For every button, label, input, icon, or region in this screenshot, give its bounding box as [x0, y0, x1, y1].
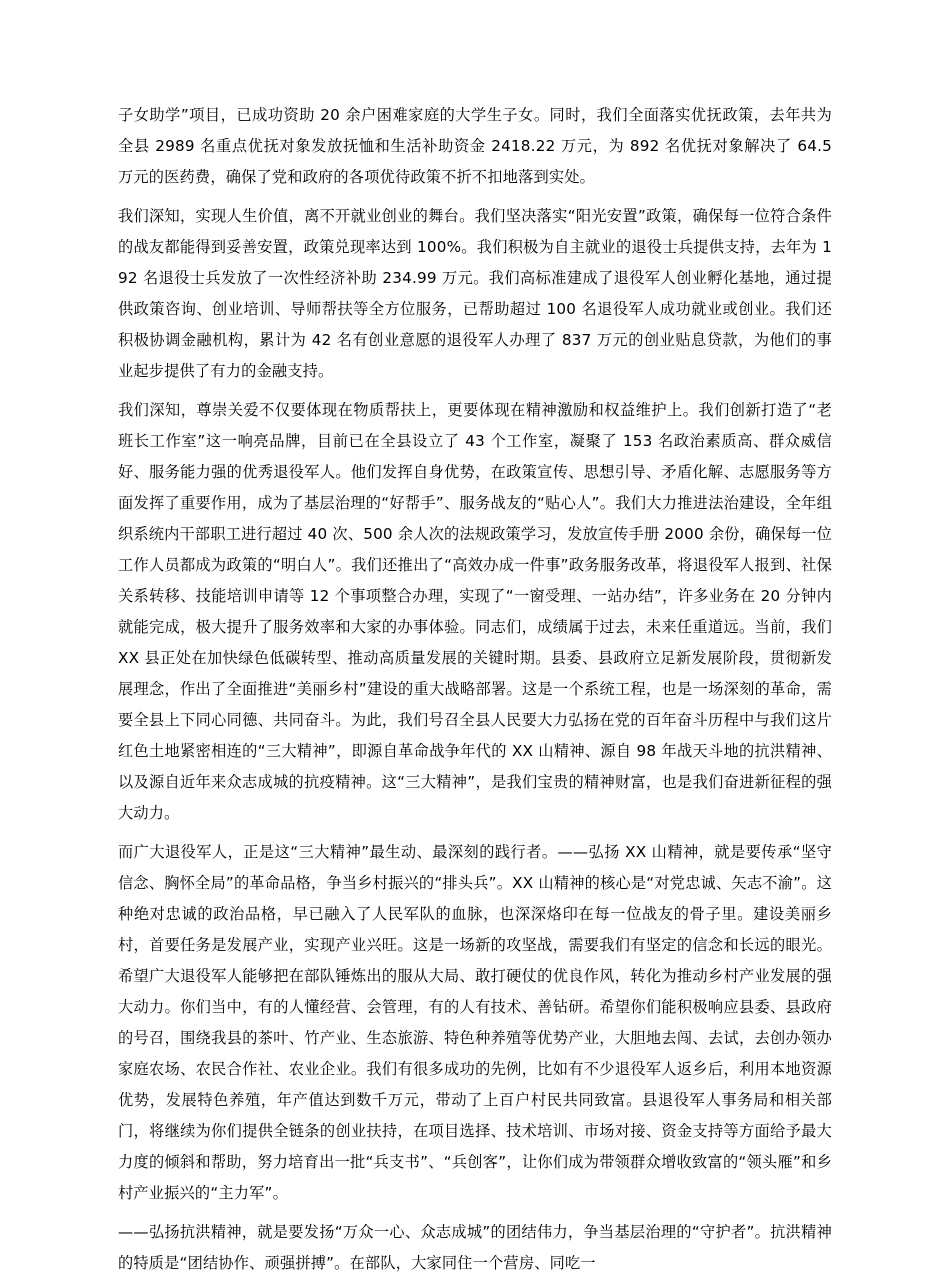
paragraph: 子女助学”项目，已成功资助 20 余户困难家庭的大学生子女。同时，我们全面落实优抚政策，去年共为全县 2989 名重点优抚对象发放抚恤和生活补助资金 2418.22 万元，为 892 名优抚对象解决了 64.5 万元的医药费，确保了党和政府的各项优待政策不折不扣地落到实处。: [118, 106, 832, 186]
paragraph: 我们深知，尊崇关爱不仅要体现在物质帮扶上，更要体现在精神激励和权益维护上。我们创新打造了“老班长工作室”这一响亮品牌，目前已在全县设立了 43 个工作室，凝聚了 153 名政治素质高、群众威信好、服务能力强的优秀退役军人。他们发挥自身优势，在政策宣传、思想引导、矛盾化解、志愿服务等方面发挥了重要作用，成为了基层治理的“好帮手”、服务战友的“贴心人”。我们大力推进法治建设，全年组织系统内干部职工进行超过 40 次、500 余人次的法规政策学习，发放宣传手册 2000 余份，确保每一位工作人员都成为政策的“明白人”。我们还推出了“高效办成一件事”政务服务改革，将退役军人报到、社保关系转移、技能培训申请等 12 个事项整合办理，实现了“一窗受理、一站办结”，许多业务在 20 分钟内就能完成，极大提升了服务效率和大家的办事体验。同志们，成绩属于过去，未来任重道远。当前，我们 XX 县正处在加快绿色低碳转型、推动高质量发展的关键时期。县委、县政府立足新发展阶段，贯彻新发展理念，作出了全面推进“美丽乡村”建设的重大战略部署。这是一个系统工程，也是一场深刻的革命，需要全县上下同心同德、共同奋斗。为此，我们号召全县人民要大力弘扬在党的百年奋斗历程中与我们这片红色土地紧密相连的“三大精神”，即源自革命战争年代的 XX 山精神、源自 98 年战天斗地的抗洪精神、以及源自近年来众志成城的抗疫精神。这“三大精神”，是我们宝贵的精神财富，也是我们奋进新征程的强大动力。: [118, 401, 833, 822]
document-body: [118, 100, 832, 1279]
paragraph: 而广大退役军人，正是这“三大精神”最生动、最深刻的践行者。——弘扬 XX 山精神，就是要传承“坚守信念、胸怀全局”的革命品格，争当乡村振兴的“排头兵”。XX 山精神的核心是“对党忠诚、矢志不渝”。这种绝对忠诚的政治品格，早已融入了人民军队的血脉，也深深烙印在每一位战友的骨子里。建设美丽乡村，首要任务是发展产业，实现产业兴旺。这是一场新的攻坚战，需要我们有坚定的信念和长远的眼光。希望广大退役军人能够把在部队锤炼出的服从大局、敢打硬仗的优良作风，转化为推动乡村产业发展的强大动力。你们当中，有的人懂经营、会管理，有的人有技术、善钻研。希望你们能积极响应县委、县政府的号召，围绕我县的茶叶、竹产业、生态旅游、特色种养殖等优势产业，大胆地去闯、去试，去创办领办家庭农场、农民合作社、农业企业。我们有很多成功的先例，比如有不少退役军人返乡后，利用本地资源优势，发展特色养殖，年产值达到数千万元，带动了上百户村民共同致富。县退役军人事务局和相关部门，将继续为你们提供全链条的创业扶持，在项目选择、技术培训、市场对接、资金支持等方面给予最大力度的倾斜和帮助，努力培育出一批“兵支书”、“兵创客”，让你们成为带领群众增收致富的“领头雁”和乡村产业振兴的“主力军”。: [118, 843, 832, 1202]
paragraph: 我们深知，实现人生价值，离不开就业创业的舞台。我们坚决落实“阳光安置”政策，确保每一位符合条件的战友都能得到妥善安置，政策兑现率达到 100%。我们积极为自主就业的退役士兵提供支持，去年为 192 名退役士兵发放了一次性经济补助 234.99 万元。我们高标准建成了退役军人创业孵化基地，通过提供政策咨询、创业培训、导师帮扶等全方位服务，已帮助超过 100 名退役军人成功就业或创业。我们还积极协调金融机构，累计为 42 名有创业意愿的退役军人办理了 837 万元的创业贴息贷款，为他们的事业起步提供了有力的金融支持。: [118, 207, 832, 380]
paragraph: ——弘扬抗洪精神，就是要发扬“万众一心、众志成城”的团结伟力，争当基层治理的“守护者”。抗洪精神的特质是“团结协作、顽强拼搏”。在部队，大家同住一个营房、同吃一: [118, 1223, 832, 1272]
